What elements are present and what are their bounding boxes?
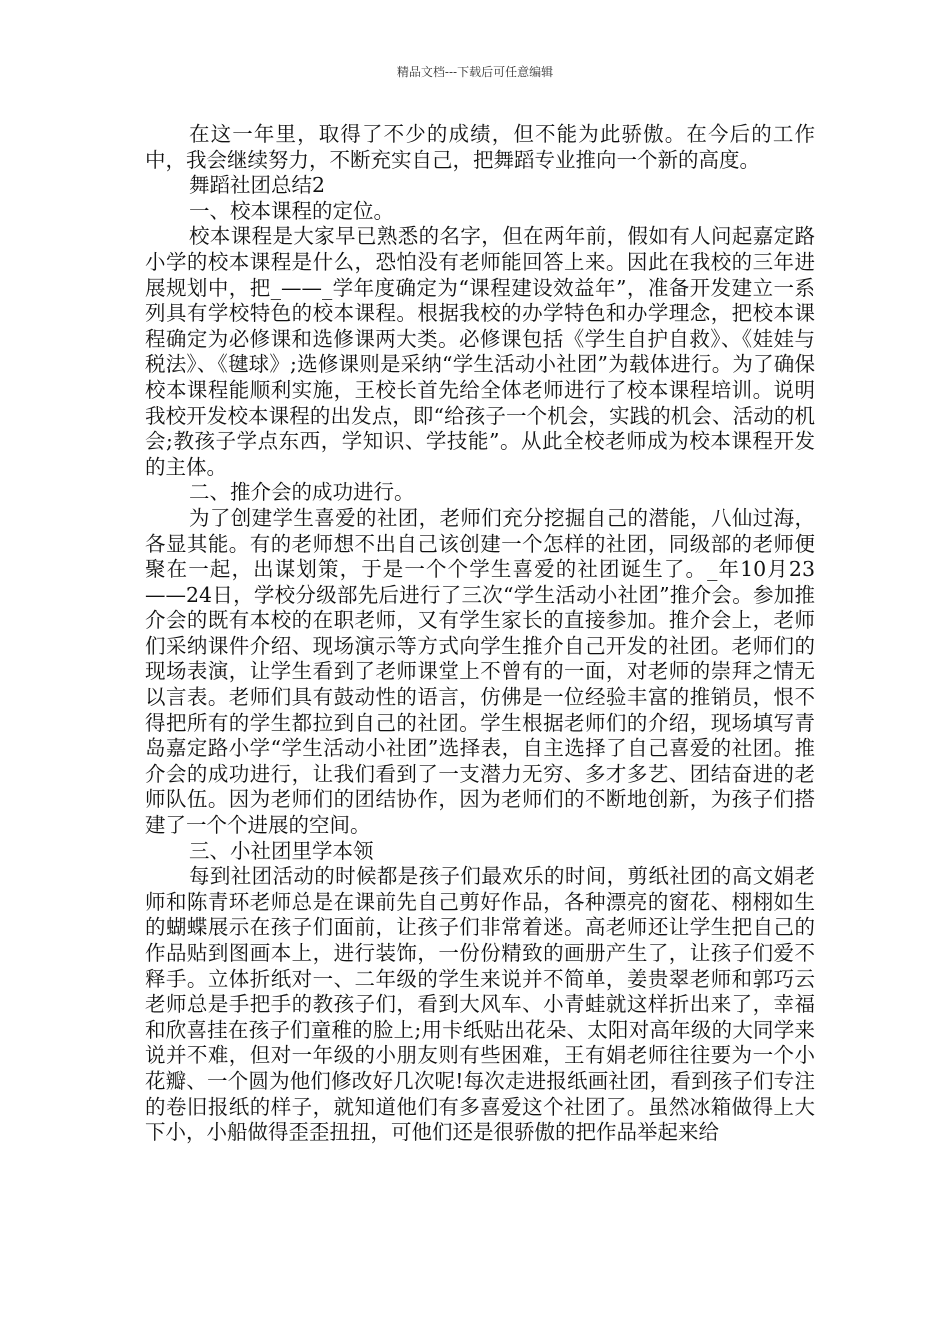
page-header: 精品文档---下载后可任意编辑 [396, 65, 554, 79]
subheading-3: 三、小社团里学本领 [189, 838, 374, 863]
paragraph-conclusion: 在这一年里，取得了不少的成绩，但不能为此骄傲。在今后的工作中，我会继续努力，不断充实自己，把舞蹈专业推向一个新的高度。 [145, 122, 815, 172]
paragraph-curriculum: 校本课程是大家早已熟悉的名字，但在两年前，假如有人问起嘉定路小学的校本课程是什么，恐怕没有老师能回答上来。因此在我校的三年进展规划中，把_——_学年度确定为“课程建设效益年”，准备开发建立一系列具有学校特色的校本课程。根据我校的办学特色和办学理念，把校本课程确定为必修课和选修课两大类。必修课包括《学生自护自救》、《娃娃与税法》、《毽球》;选修课则是采纳“学生活动小社团”为载体进行。为了确保校本课程能顺利实施，王校长首先给全体老师进行了校本课程培训。说明我校开发校本课程的出发点，即“给孩子一个机会，实践的机会、活动的机会;教孩子学点东西，学知识、学技能”。从此全校老师成为校本课程开发的主体。 [145, 224, 815, 479]
paragraph-promotion: 为了创建学生喜爱的社团，老师们充分挖掘自己的潜能，八仙过海，各显其能。有的老师想不出自己该创建一个怎样的社团，同级部的老师便聚在一起，出谋划策，于是一个个学生喜爱的社团诞生了。_年10月23——24日，学校分级部先后进行了三次“学生活动小社团”推介会。参加推介会的既有本校的在职老师，又有学生家长的直接参加。推介会上，老师们采纳课件介绍、现场演示等方式向学生推介自己开发的社团。老师们的现场表演，让学生看到了老师课堂上不曾有的一面，对老师的崇拜之情无以言表。老师们具有鼓动性的语言，仿佛是一位经验丰富的推销员，恨不得把所有的学生都拉到自己的社团。学生根据老师们的介绍，现场填写青岛嘉定路小学“学生活动小社团”选择表，自主选择了自己喜爱的社团。推介会的成功进行，让我们看到了一支潜力无穷、多才多艺、团结奋进的老师队伍。因为老师们的团结协作，因为老师们的不断地创新，为孩子们搭建了一个个进展的空间。 [145, 505, 815, 838]
paragraph-club-activities: 每到社团活动的时候都是孩子们最欢乐的时间，剪纸社团的高文娟老师和陈青环老师总是在课前先自己剪好作品，各种漂亮的窗花、栩栩如生的蝴蝶展示在孩子们面前，让孩子们非常着迷。高老师还让学生把自己的作品贴到图画本上，进行装饰，一份份精致的画册产生了，让孩子们爱不释手。立体折纸对一、二年级的学生来说并不简单，姜贵翠老师和郭巧云老师总是手把手的教孩子们，看到大风车、小青蛙就这样折出来了，幸福和欣喜挂在孩子们童稚的脸上;用卡纸贴出花朵、太阳对高年级的大同学来说并不难，但对一年级的小朋友则有些困难，王有娟老师往往要为一个小花瓣、一个圆为他们修改好几次呢!每次走进报纸画社团，看到孩子们专注的卷旧报纸的样子，就知道他们有多喜爱这个社团了。虽然冰箱做得上大下小，小船做得歪歪扭扭，可他们还是很骄傲的把作品举起来给 [145, 864, 815, 1145]
subheading-2: 二、推介会的成功进行。 [189, 480, 415, 505]
section-title: 舞蹈社团总结2 [189, 173, 326, 198]
subheading-1: 一、校本课程的定位。 [189, 198, 394, 223]
document-body [145, 122, 815, 1146]
